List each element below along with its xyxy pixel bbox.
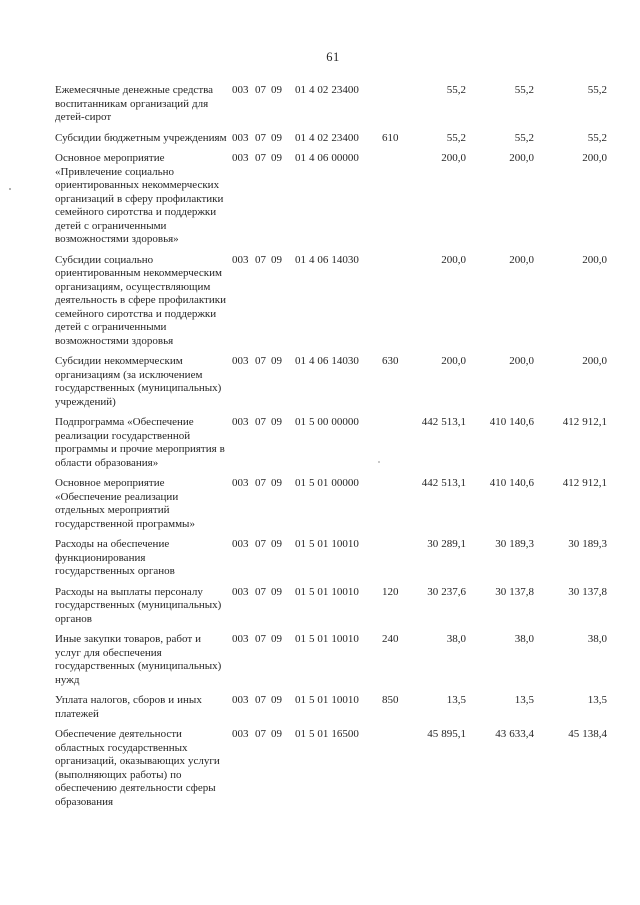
amount-year1: 55,2 bbox=[446, 131, 466, 144]
amount-year2: 38,0 bbox=[514, 633, 534, 645]
grbs-code: 003 bbox=[232, 416, 249, 428]
podrazdel-code: 09 bbox=[271, 728, 282, 740]
table-row bbox=[55, 728, 607, 816]
grbs-code: 003 bbox=[232, 538, 249, 550]
grbs-code: 003 bbox=[232, 131, 249, 144]
table-row bbox=[55, 694, 607, 728]
amount-year1: 55,2 bbox=[446, 84, 466, 96]
target-article-code: 01 5 00 00000 bbox=[295, 416, 359, 428]
row-title: Подпрограмма «Обеспечение реализации государственной программы и прочие мероприятия в области образования» bbox=[55, 416, 225, 469]
table-row bbox=[55, 416, 607, 477]
row-title: Ежемесячные денежные средства воспитанникам организаций для детей-сирот bbox=[55, 84, 214, 123]
target-article-code: 01 5 01 00000 bbox=[295, 477, 359, 489]
amount-year3: 45 138,4 bbox=[568, 728, 607, 740]
expense-type-code bbox=[382, 254, 411, 356]
row-title: Расходы на выплаты персоналу государственных (муниципальных) органов bbox=[55, 585, 222, 625]
amount-year2: 43 633,4 bbox=[495, 728, 534, 740]
expense-type-code: 610 bbox=[382, 131, 399, 144]
razdel-code: 07 bbox=[255, 728, 266, 740]
target-article-code: 01 5 01 10010 bbox=[295, 538, 359, 550]
amount-year1: 200,0 bbox=[441, 355, 466, 367]
amount-year3: 200,0 bbox=[582, 253, 607, 266]
amount-year3: 200,0 bbox=[582, 152, 607, 164]
podrazdel-code: 09 bbox=[271, 694, 282, 706]
table-row bbox=[55, 254, 607, 356]
amount-year3: 412 912,1 bbox=[562, 416, 607, 428]
amount-year1: 200,0 bbox=[441, 253, 466, 266]
grbs-code: 003 bbox=[232, 728, 249, 740]
table-row bbox=[55, 84, 607, 132]
grbs-code: 003 bbox=[232, 355, 249, 367]
amount-year1: 45 895,1 bbox=[427, 728, 466, 740]
amount-year2: 200,0 bbox=[509, 253, 534, 266]
grbs-code: 003 bbox=[232, 84, 249, 96]
amount-year1: 442 513,1 bbox=[421, 416, 466, 428]
razdel-code: 07 bbox=[255, 84, 266, 96]
podrazdel-code: 09 bbox=[271, 538, 282, 550]
target-article-code: 01 4 06 14030 bbox=[295, 355, 359, 367]
amount-year2: 30 137,8 bbox=[495, 585, 534, 598]
table-row bbox=[55, 152, 607, 254]
razdel-code: 07 bbox=[255, 253, 266, 266]
expense-type-code bbox=[382, 84, 411, 132]
grbs-code: 003 bbox=[232, 477, 249, 489]
expense-type-code: 120 bbox=[382, 585, 399, 598]
expense-type-code bbox=[382, 416, 411, 477]
table-row bbox=[55, 538, 607, 586]
razdel-code: 07 bbox=[255, 131, 266, 144]
podrazdel-code: 09 bbox=[271, 416, 282, 428]
amount-year1: 442 513,1 bbox=[421, 477, 466, 489]
target-article-code: 01 4 06 14030 bbox=[295, 253, 359, 266]
podrazdel-code: 09 bbox=[271, 152, 282, 164]
razdel-code: 07 bbox=[255, 416, 266, 428]
podrazdel-code: 09 bbox=[271, 355, 282, 367]
expense-type-code: 240 bbox=[382, 633, 399, 645]
table-row bbox=[55, 355, 607, 416]
budget-table-body bbox=[55, 84, 607, 816]
expense-type-code: 630 bbox=[382, 355, 399, 367]
amount-year3: 200,0 bbox=[582, 355, 607, 367]
amount-year3: 30 137,8 bbox=[568, 585, 607, 598]
amount-year1: 13,5 bbox=[446, 694, 466, 706]
amount-year2: 200,0 bbox=[509, 152, 534, 164]
amount-year3: 412 912,1 bbox=[562, 477, 607, 489]
podrazdel-code: 09 bbox=[271, 84, 282, 96]
razdel-code: 07 bbox=[255, 694, 266, 706]
row-title: Уплата налогов, сборов и иных платежей bbox=[55, 694, 202, 720]
razdel-code: 07 bbox=[255, 152, 266, 164]
amount-year3: 38,0 bbox=[587, 633, 607, 645]
row-title: Субсидии социально ориентированным некоммерческим организациям, осуществляющим деятельность в сфере профилактики семейного сиротства и поддержки детей с ограниченными возможностями здоровья bbox=[55, 253, 226, 347]
target-article-code: 01 5 01 16500 bbox=[295, 728, 359, 740]
target-article-code: 01 4 02 23400 bbox=[295, 131, 359, 144]
expense-type-code: 850 bbox=[382, 694, 399, 706]
grbs-code: 003 bbox=[232, 694, 249, 706]
grbs-code: 003 bbox=[232, 585, 249, 598]
razdel-code: 07 bbox=[255, 538, 266, 550]
amount-year1: 30 289,1 bbox=[427, 538, 466, 550]
row-title: Расходы на обеспечение функционирования государственных органов bbox=[55, 538, 175, 577]
page-number: 61 bbox=[326, 50, 340, 64]
amount-year2: 200,0 bbox=[509, 355, 534, 367]
grbs-code: 003 bbox=[232, 633, 249, 645]
row-title: Субсидии некоммерческим организациям (за исключением государственных (муниципальных) учреждений) bbox=[55, 355, 222, 408]
table-row bbox=[55, 477, 607, 538]
budget-table bbox=[55, 84, 607, 816]
amount-year2: 55,2 bbox=[514, 131, 534, 144]
target-article-code: 01 5 01 10010 bbox=[295, 694, 359, 706]
amount-year2: 410 140,6 bbox=[489, 416, 534, 428]
row-title: Субсидии бюджетным учреждениям bbox=[55, 131, 227, 144]
amount-year3: 55,2 bbox=[587, 84, 607, 96]
target-article-code: 01 4 02 23400 bbox=[295, 84, 359, 96]
row-title: Иные закупки товаров, работ и услуг для обеспечения государственных (муниципальных) нужд bbox=[55, 633, 222, 686]
table-row bbox=[55, 586, 607, 634]
amount-year2: 13,5 bbox=[514, 694, 534, 706]
amount-year1: 38,0 bbox=[446, 633, 466, 645]
expense-type-code bbox=[382, 728, 411, 816]
target-article-code: 01 4 06 00000 bbox=[295, 152, 359, 164]
target-article-code: 01 5 01 10010 bbox=[295, 585, 359, 598]
amount-year2: 30 189,3 bbox=[495, 538, 534, 550]
amount-year2: 410 140,6 bbox=[489, 477, 534, 489]
grbs-code: 003 bbox=[232, 152, 249, 164]
podrazdel-code: 09 bbox=[271, 131, 282, 144]
grbs-code: 003 bbox=[232, 253, 249, 266]
amount-year2: 55,2 bbox=[514, 84, 534, 96]
scan-speck bbox=[9, 188, 11, 190]
podrazdel-code: 09 bbox=[271, 477, 282, 489]
razdel-code: 07 bbox=[255, 355, 266, 367]
podrazdel-code: 09 bbox=[271, 633, 282, 645]
row-title: Обеспечение деятельности областных государственных организаций, оказывающих услуги (выполняющих работы) по обеспечению деятельности сферы образования bbox=[55, 728, 220, 808]
podrazdel-code: 09 bbox=[271, 253, 282, 266]
amount-year1: 200,0 bbox=[441, 152, 466, 164]
amount-year3: 55,2 bbox=[587, 131, 607, 144]
amount-year3: 30 189,3 bbox=[568, 538, 607, 550]
row-title: Основное мероприятие «Привлечение социально ориентированных некоммерческих организаций в сферу профилактики семейного сиротства и поддержки детей с ограниченными возможностями здоровья» bbox=[55, 152, 224, 245]
row-title: Основное мероприятие «Обеспечение реализации отдельных мероприятий государственной программы» bbox=[55, 477, 195, 530]
table-row bbox=[55, 132, 607, 153]
amount-year1: 30 237,6 bbox=[427, 585, 466, 598]
table-row bbox=[55, 633, 607, 694]
expense-type-code bbox=[382, 477, 411, 538]
razdel-code: 07 bbox=[255, 585, 266, 598]
target-article-code: 01 5 01 10010 bbox=[295, 633, 359, 645]
amount-year3: 13,5 bbox=[587, 694, 607, 706]
expense-type-code bbox=[382, 538, 411, 586]
expense-type-code bbox=[382, 152, 411, 254]
podrazdel-code: 09 bbox=[271, 585, 282, 598]
razdel-code: 07 bbox=[255, 633, 266, 645]
razdel-code: 07 bbox=[255, 477, 266, 489]
